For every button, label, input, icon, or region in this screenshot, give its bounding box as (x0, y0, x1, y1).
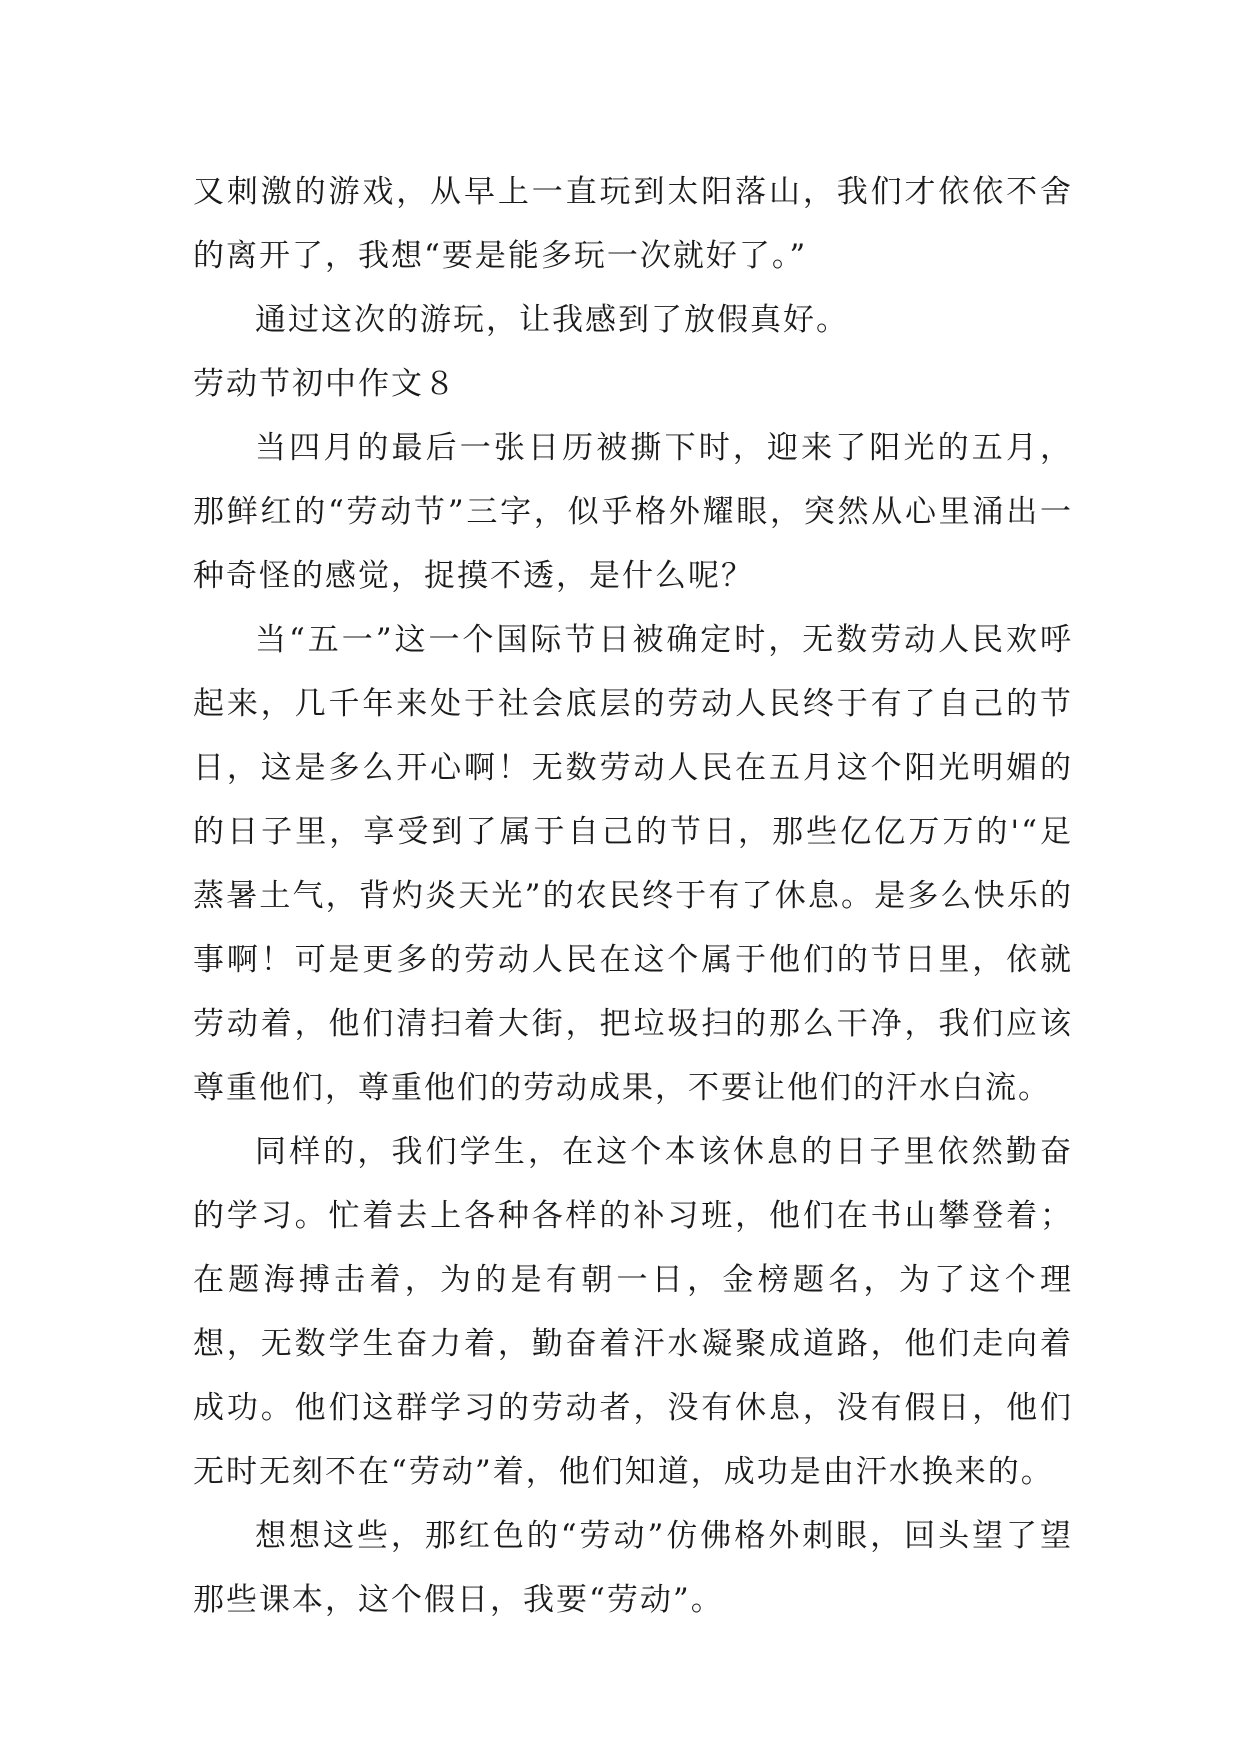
essay-paragraph-1: 当四月的最后一张日历被撕下时，迎来了阳光的五月，那鲜红的“劳动节”三字，似乎格外耀眼，突然从心里涌出一种奇怪的感觉，捉摸不透，是什么呢？ (193, 430, 1073, 594)
essay-paragraph-3: 同样的，我们学生，在这个本该休息的日子里依然勤奋的学习。忙着去上各种各样的补习班，他们在书山攀登着；在题海搏击着，为的是有朝一日，金榜题名，为了这个理想，无数学生奋力着，勤奋着汗水凝聚成道路，他们走向着成功。他们这群学习的劳动者，没有休息，没有假日，他们无时无刻不在“劳动”着，他们知道，成功是由汗水换来的。 (193, 1134, 1073, 1490)
closing-paragraph: 通过这次的游玩，让我感到了放假真好。 (255, 302, 849, 338)
essay-paragraph-2: 当“五一”这一个国际节日被确定时，无数劳动人民欢呼起来，几千年来处于社会底层的劳动人民终于有了自己的节日，这是多么开心啊！无数劳动人民在五月这个阳光明媚的的日子里，享受到了属于自己的节日，那些亿亿万万的'“足蒸暑土气，背灼炎天光”的农民终于有了休息。是多么快乐的事啊！可是更多的劳动人民在这个属于他们的节日里，依就劳动着，他们清扫着大街，把垃圾扫的那么干净，我们应该尊重他们，尊重他们的劳动成果，不要让他们的汗水白流。 (193, 622, 1073, 1106)
continuation-paragraph: 又刺激的游戏，从早上一直玩到太阳落山，我们才依依不舍的离开了，我想“要是能多玩一次就好了。” (193, 174, 1073, 274)
essay-body (193, 160, 1073, 1632)
section-title: 劳动节初中作文８ (193, 366, 457, 402)
essay-paragraph-4: 想想这些，那红色的“劳动”仿佛格外刺眼，回头望了望那些课本，这个假日，我要“劳动”。 (193, 1518, 1073, 1618)
